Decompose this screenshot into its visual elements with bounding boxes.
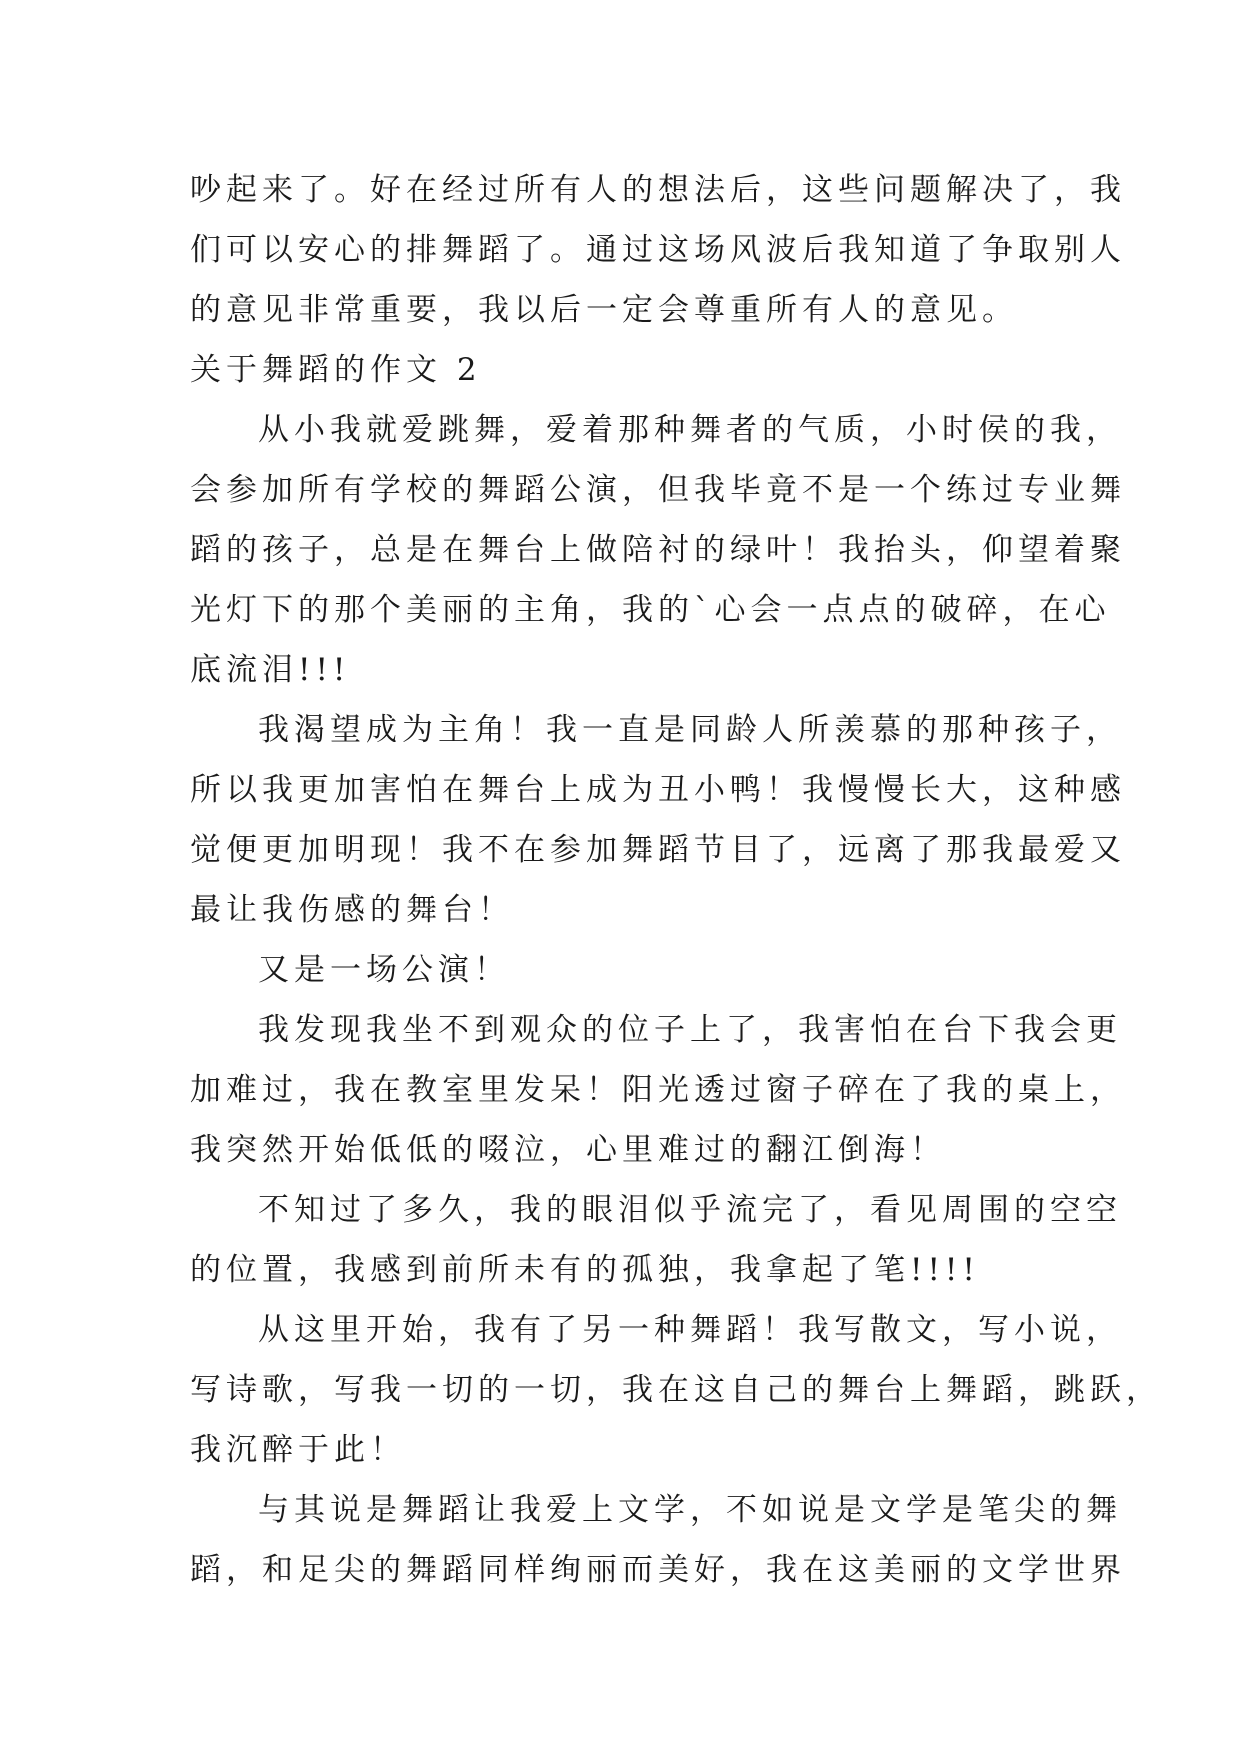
text-line: 我发现我坐不到观众的位子上了，我害怕在台下我会更 (258, 1012, 1122, 1048)
text-line: 的意见非常重要，我以后一定会尊重所有人的意见。 (190, 292, 1018, 328)
text-line: 我突然开始低低的啜泣，心里难过的翻江倒海！ (190, 1132, 946, 1168)
text-line: 底流泪!!! (190, 652, 351, 688)
text-line: 们可以安心的排舞蹈了。通过这场风波后我知道了争取别人 (190, 232, 1126, 268)
text-line: 写诗歌，写我一切的一切，我在这自己的舞台上舞蹈，跳跃， (190, 1372, 1162, 1408)
section-heading: 关于舞蹈的作文 2 (190, 352, 482, 388)
text-line: 我沉醉于此！ (190, 1432, 406, 1468)
text-line: 光灯下的那个美丽的主角，我的`心会一点点的破碎，在心 (190, 592, 1111, 628)
essay-text-block (190, 160, 1162, 1600)
text-line: 会参加所有学校的舞蹈公演，但我毕竟不是一个练过专业舞 (190, 472, 1126, 508)
text-line: 我渴望成为主角！我一直是同龄人所羡慕的那种孩子， (258, 712, 1122, 748)
text-line: 蹈，和足尖的舞蹈同样绚丽而美好，我在这美丽的文学世界 (190, 1552, 1126, 1588)
text-line: 吵起来了。好在经过所有人的想法后，这些问题解决了，我 (190, 172, 1126, 208)
text-line: 不知过了多久，我的眼泪似乎流完了，看见周围的空空 (258, 1192, 1122, 1228)
text-line: 与其说是舞蹈让我爱上文学，不如说是文学是笔尖的舞 (258, 1492, 1122, 1528)
text-line: 的位置，我感到前所未有的孤独，我拿起了笔!!!! (190, 1252, 980, 1288)
text-line: 加难过，我在教室里发呆！阳光透过窗子碎在了我的桌上， (190, 1072, 1126, 1108)
text-line: 觉便更加明现！我不在参加舞蹈节目了，远离了那我最爱又 (190, 832, 1126, 868)
text-line: 最让我伤感的舞台！ (190, 892, 514, 928)
text-line: 所以我更加害怕在舞台上成为丑小鸭！我慢慢长大，这种感 (190, 772, 1126, 808)
text-line: 从小我就爱跳舞，爱着那种舞者的气质，小时侯的我， (258, 412, 1122, 448)
text-line: 蹈的孩子，总是在舞台上做陪衬的绿叶！我抬头，仰望着聚 (190, 532, 1126, 568)
text-line: 又是一场公演！ (258, 952, 510, 988)
text-line: 从这里开始，我有了另一种舞蹈！我写散文，写小说， (258, 1312, 1122, 1348)
